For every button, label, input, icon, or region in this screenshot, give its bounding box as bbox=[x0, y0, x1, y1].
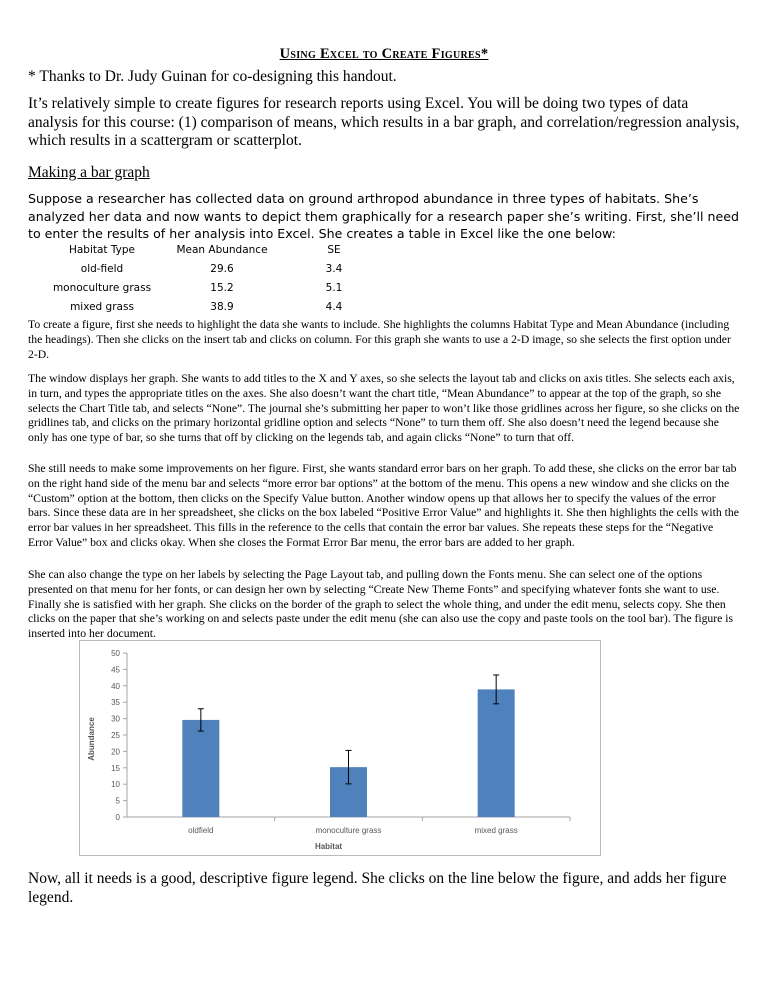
table-cell: monoculture grass bbox=[52, 281, 152, 294]
section-heading: Making a bar graph bbox=[28, 164, 150, 181]
table-cell: mixed grass bbox=[70, 300, 134, 313]
y-tick-label: 25 bbox=[111, 731, 120, 740]
intro-paragraph: It’s relatively simple to create figures for research reports using Excel. You will be doing two types of data analysis for this course: (1) comparison of means, which results in a bar graph, and correlation/regression analysis, which results in a scattergram or scatterplot. bbox=[28, 95, 740, 149]
table-header: Habitat Type bbox=[68, 243, 136, 256]
x-tick-label: oldfield bbox=[188, 826, 214, 835]
y-tick-label: 10 bbox=[111, 780, 120, 790]
closing-paragraph: Now, all it needs is a good, descriptive figure legend. She clicks on the line below the figure, and adds her figure legend. bbox=[28, 870, 727, 906]
y-tick-label: 0 bbox=[115, 813, 120, 822]
table-row bbox=[46, 259, 382, 278]
y-tick-label: 50 bbox=[111, 649, 120, 658]
page-title: Using Excel to Create Figures* bbox=[279, 46, 489, 62]
acknowledgement: * Thanks to Dr. Judy Guinan for co-designing this handout. bbox=[28, 68, 397, 85]
table-cell: 15.2 bbox=[210, 281, 234, 294]
y-tick-label: 35 bbox=[111, 698, 120, 708]
x-tick-label: mixed grass bbox=[474, 826, 518, 835]
y-tick-label: 30 bbox=[111, 714, 120, 724]
x-axis-title: Habitat bbox=[314, 842, 343, 851]
bar bbox=[182, 720, 219, 817]
paragraph-create-figure: To create a figure, first she needs to highlight the data she wants to include. She highlights the columns Habitat Type and Mean Abundance (including the headings). Then she clicks on the insert tab and clicks on column. For this graph she wants to use a 2-D image, so she selects the first option under 2-D. bbox=[28, 318, 731, 361]
table-header: SE bbox=[327, 243, 341, 256]
paragraph-titles-gridlines: The window displays her graph. She wants to add titles to the X and Y axes, so she selects the layout tab and clicks on axis titles. She selects each axis, in turn, and types the appropriate titles on the axes. She also doesn’t want the chart title, “Mean Abundance” to appear at the top of the graph, so she selects the Chart Title tab, and selects “None”. The journal she’s submitting her paper to won’t like those gridlines across her figure, so she clicks on the gridlines tab, and clicks on the primary horizontal gridline option and selects “None” to turn them off. She also doesn’t need the legend because she only has one type of bar, so she turns that off by clicking on the legends tab, and again clicks “None” to turn that off. bbox=[28, 372, 740, 445]
table-cell: 29.6 bbox=[210, 262, 234, 275]
table-cell: 38.9 bbox=[210, 300, 234, 313]
table-cell: old-field bbox=[80, 262, 124, 275]
table-row bbox=[46, 278, 382, 297]
paragraph-error-bars: She still needs to make some improvements on her figure. First, she wants standard error bars on her graph. To add these, she clicks on the error bar tab on the right hand side of the menu bar and selects “more error bar options” at the bottom of the menu. This opens a new window and she clicks on the “Custom” option at the bottom, then clicks on the Specify Value button. Another window opens up that allows her to specify the values of the error bars. Since these data are in her spreadsheet, she clicks on the box labeled “Positive Error Value” and highlights it. She then highlights the cells with the error bar values in her spreadsheet. This fills in the reference to the cells that contain the error bar values. She repeats these steps for the “Negative Error Value” box and clicks okay. When she closes the Format Error Bar menu, the error bars are added to her graph. bbox=[28, 462, 739, 549]
table-cell: 4.4 bbox=[325, 300, 343, 313]
y-tick-label: 20 bbox=[111, 747, 120, 757]
paragraph-scenario: Suppose a researcher has collected data on ground arthropod abundance in three types of habitats. She’s analyzed her data and now wants to depict them graphically for a research paper she’s writing. First, she’ll need to enter the results of her analysis into Excel. She creates a table in Excel like the one below: bbox=[28, 191, 740, 241]
x-tick-label: monoculture grass bbox=[315, 826, 382, 835]
y-tick-label: 5 bbox=[115, 796, 120, 806]
table-row bbox=[46, 297, 382, 316]
table-header: Mean Abundance bbox=[176, 243, 268, 256]
table-cell: 3.4 bbox=[325, 262, 343, 275]
bar-chart bbox=[80, 641, 600, 855]
data-table bbox=[46, 240, 382, 316]
table-header-row bbox=[46, 240, 382, 259]
y-axis-title: Abundance bbox=[87, 717, 96, 761]
bar-chart-figure[interactable] bbox=[79, 640, 601, 856]
y-tick-label: 40 bbox=[111, 681, 120, 691]
y-tick-label: 45 bbox=[111, 665, 120, 675]
table-cell: 5.1 bbox=[325, 281, 343, 294]
paragraph-fonts-copy: She can also change the type on her labels by selecting the Page Layout tab, and pulling down the Fonts menu. She can select one of the options presented on that menu for her fonts, or can design her own by selecting “Create New Theme Fonts” and specifying whatever fonts she want to use. Finally she is satisfied with her graph. She clicks on the border of the graph to select the whole thing, and under the edit menu, selects copy. She then clicks on the paper that she’s working on and selects paste under the edit menu (she can also use the copy and paste tools on the tool bar). The figure is inserted into her document. bbox=[28, 568, 734, 641]
y-tick-label: 15 bbox=[111, 763, 120, 773]
bar bbox=[478, 689, 515, 817]
